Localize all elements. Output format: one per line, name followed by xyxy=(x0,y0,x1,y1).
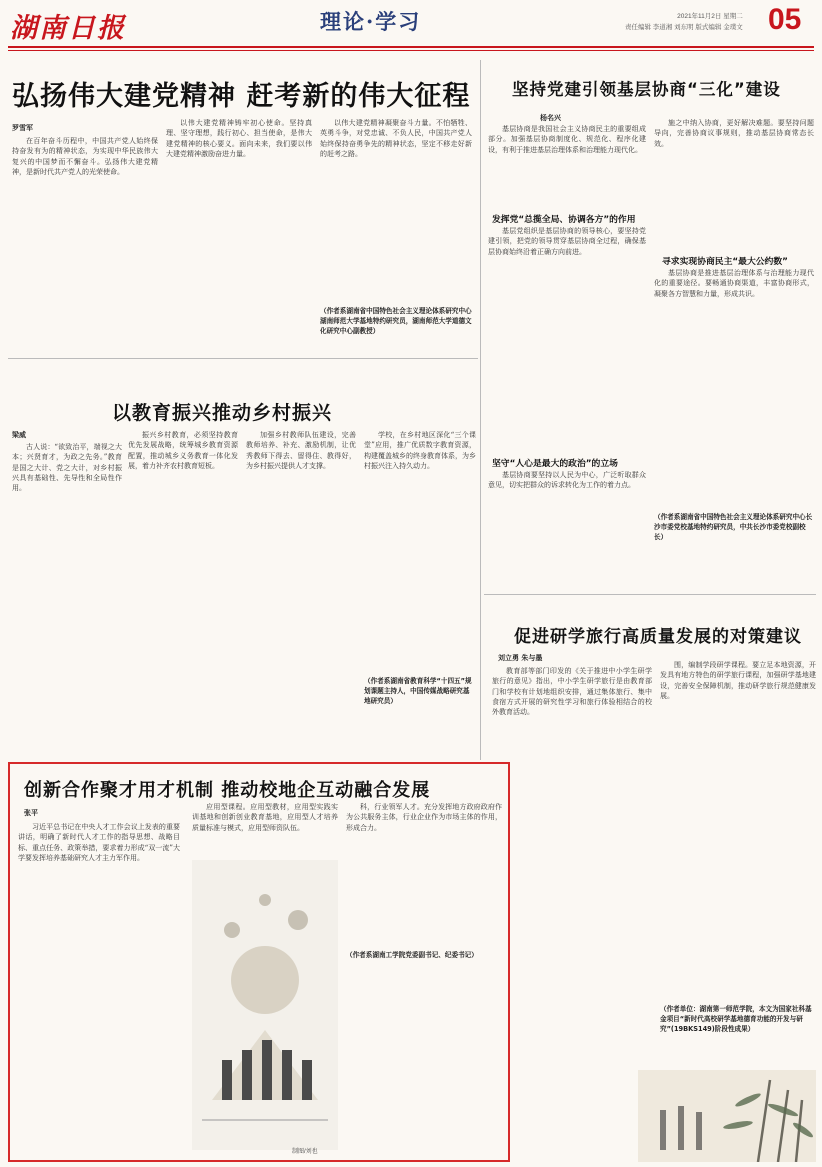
article1-column-2 xyxy=(166,118,312,351)
article2-author-note: （作者系湖南省中国特色社会主义理论体系研究中心长沙市委党校基地特约研究员，中共长沙市委党校副校长） xyxy=(654,513,813,541)
article2-headline: 坚持党建引领基层协商“三化”建设 xyxy=(512,80,781,99)
article3-author-note: （作者系湖南省教育科学“十四五”规划课题主持人，中国传媒战略研究基地研究员） xyxy=(364,677,472,705)
article5-text-1: 习近平总书记在中央人才工作会议上发表的重要讲话，明确了新时代人才工作的指导思想、战略目标、重点任务、政策举措，要求着力形成“双一流”大学要发挥培养基础研究人才主力军作用。 xyxy=(18,823,180,862)
section-title: 理论·学习 xyxy=(320,9,422,34)
article4-column-1 xyxy=(492,666,652,1162)
section-divider xyxy=(8,358,478,359)
article2-text-1: 基层协商是我国社会主义协商民主的重要组成部分。加强基层协商制度化、规范化、程序化建设，有利于推进基层治理体系和治理能力现代化。 xyxy=(488,125,646,154)
section-divider xyxy=(484,594,816,595)
article2-subhead-1: 发挥党“总揽全局、协调各方”的作用 xyxy=(492,215,636,225)
article2-subhead-2: 坚守“人心是最大的政治”的立场 xyxy=(492,459,618,469)
article2-column-1c xyxy=(488,470,646,586)
illustration-caption: 制图/刘也 xyxy=(292,1149,318,1155)
article2-text-1b: 基层党组织是基层协商的领导核心，要坚持党建引领，把党的领导贯穿基层协商全过程，确保基层协商始终沿着正确方向前进。 xyxy=(488,227,646,256)
article1-headline: 弘扬伟大建党精神 赶考新的伟大征程 xyxy=(12,81,471,112)
article5-column-1 xyxy=(18,822,180,1156)
article2-column-2 xyxy=(654,118,814,250)
article1-text-1: 在百年奋斗历程中，中国共产党人始终保持奋发有为的精神状态，为实现中华民族伟大复兴的中国梦而不懈奋斗。弘扬伟大建党精神，是新时代共产党人的光荣使命。 xyxy=(12,137,158,176)
page-number: 05 xyxy=(768,3,802,36)
article1-byline: 罗雪军 xyxy=(12,124,33,132)
article2-column-2b xyxy=(654,268,814,504)
newspaper-logo: 湖南日报 xyxy=(10,13,126,44)
article3-column-3 xyxy=(246,430,356,754)
article3-column-1 xyxy=(12,442,122,754)
masthead-rule-thin xyxy=(8,50,814,51)
article3-headline: 以教育振兴推动乡村振兴 xyxy=(112,402,333,424)
article1-text-2: 以伟大建党精神铸牢初心使命。坚持真理、坚守理想，践行初心、担当使命，是伟大建党精神的核心要义。面向未来，我们要以伟大建党精神激励奋进力量。 xyxy=(166,119,312,158)
article4-text-2: 围，编制学段研学课程。要立足本地资源，开发具有地方特色的研学旅行课程，加强研学基地建设，完善安全保障机制，推动研学旅行规范健康发展。 xyxy=(660,661,816,700)
masthead-rule xyxy=(8,46,814,48)
article1-text-3: 以伟大建党精神凝聚奋斗力量。不怕牺牲、英勇斗争，对党忠诚、不负人民，中国共产党人始终保持奋勇争先的精神状态，坚定不移走好新的赶考之路。 xyxy=(320,119,472,158)
bamboo-illustration xyxy=(638,1070,816,1162)
masthead xyxy=(0,0,822,46)
article3-text-4: 学校，在乡村地区深化“三个课堂”应用，推广优质数字教育资源，构建覆盖城乡的终身教育体系，为乡村振兴注入持久动力。 xyxy=(364,431,476,470)
article2-text-2: 施之中纳入协商，更好解决难题。要坚持问题导向，完善协商议事规则，推动基层协商常态长效。 xyxy=(654,119,814,148)
article5-headline: 创新合作聚才用才机制 推动校地企互动融合发展 xyxy=(24,780,431,801)
article2-subhead-3: 寻求实现协商民主“最大公约数” xyxy=(662,257,788,267)
article5-column-2 xyxy=(192,802,338,856)
article3-text-3: 加强乡村教师队伍建设，完善教师培养、补充、激励机制，让优秀教师下得去、留得住、教得好，为乡村振兴提供人才支撑。 xyxy=(246,431,356,470)
article5-text-2: 应用型课程。应用型教材，应用型实践实训基地和创新创业教育基地，应用型人才培养质量标准与模式，应用型师资队伍。 xyxy=(192,803,338,832)
article3-text-1: 古人说：“欲致治平，端视之大本；兴贤育才，为政之先务。”教育是国之大计、党之大计，对乡村振兴具有基础性、先导性和全局性作用。 xyxy=(12,443,122,493)
article2-text-1c: 基层协商要坚持以人民为中心，广泛听取群众意见，切实把群众的诉求转化为工作的着力点。 xyxy=(488,471,646,490)
article1-column-3 xyxy=(320,118,472,294)
article2-byline: 杨名兴 xyxy=(540,114,561,122)
article4-byline: 刘立勇 朱与墨 xyxy=(498,654,543,662)
editors-line: 责任编辑 李道湘 刘东明 版式编辑 金璞文 xyxy=(625,24,743,31)
article5-author-note: （作者系湖南工学院党委副书记、纪委书记） xyxy=(346,951,478,959)
article4-headline: 促进研学旅行高质量发展的对策建议 xyxy=(514,627,802,647)
article3-column-4 xyxy=(364,430,476,670)
article3-text-2: 振兴乡村教育，必须坚持教育优先发展战略，统筹城乡教育资源配置，推动城乡义务教育一体化发展，着力补齐农村教育短板。 xyxy=(128,431,238,470)
article5-byline: 张平 xyxy=(24,809,38,817)
article5-column-3 xyxy=(346,802,502,942)
article2-column-1 xyxy=(488,124,646,210)
column-divider xyxy=(480,60,481,760)
article2-column-1b xyxy=(488,226,646,452)
article3-byline: 梁威 xyxy=(12,431,26,439)
article4-column-2 xyxy=(660,660,816,1000)
article2-text-2b: 基层协商是推进基层治理体系与治理能力现代化的重要途径。要畅通协商渠道，丰富协商形式，凝聚各方智慧和力量，形成共识。 xyxy=(654,269,814,298)
issue-date: 2021年11月2日 星期二 xyxy=(677,13,743,20)
article5-text-3: 科，行业领军人才。充分发挥地方政府政府作为公共服务主体，行业企业作为市场主体的作用，形成合力。 xyxy=(346,803,502,832)
talent-illustration xyxy=(192,860,338,1150)
article4-author-note: （作者单位：湖南第一师范学院，本文为国家社科基金项目“新时代高校研学基地德育功能的开发与研究”(19BKS149)阶段性成果） xyxy=(660,1005,812,1033)
article1-author-note: （作者系湖南省中国特色社会主义理论体系研究中心湖南师范大学基地特约研究员，湖南师范大学道德文化研究中心副教授） xyxy=(320,307,472,335)
article4-text-1: 教育部等部门印发的《关于推进中小学生研学旅行的意见》指出，中小学生研学旅行是由教育部门和学校有计划地组织安排，通过集体旅行、集中食宿方式开展的研究性学习和旅行体验相结合的校外教育活动。 xyxy=(492,667,652,717)
issue-info xyxy=(625,11,743,33)
article3-column-2 xyxy=(128,430,238,754)
article1-column-1 xyxy=(12,136,158,351)
